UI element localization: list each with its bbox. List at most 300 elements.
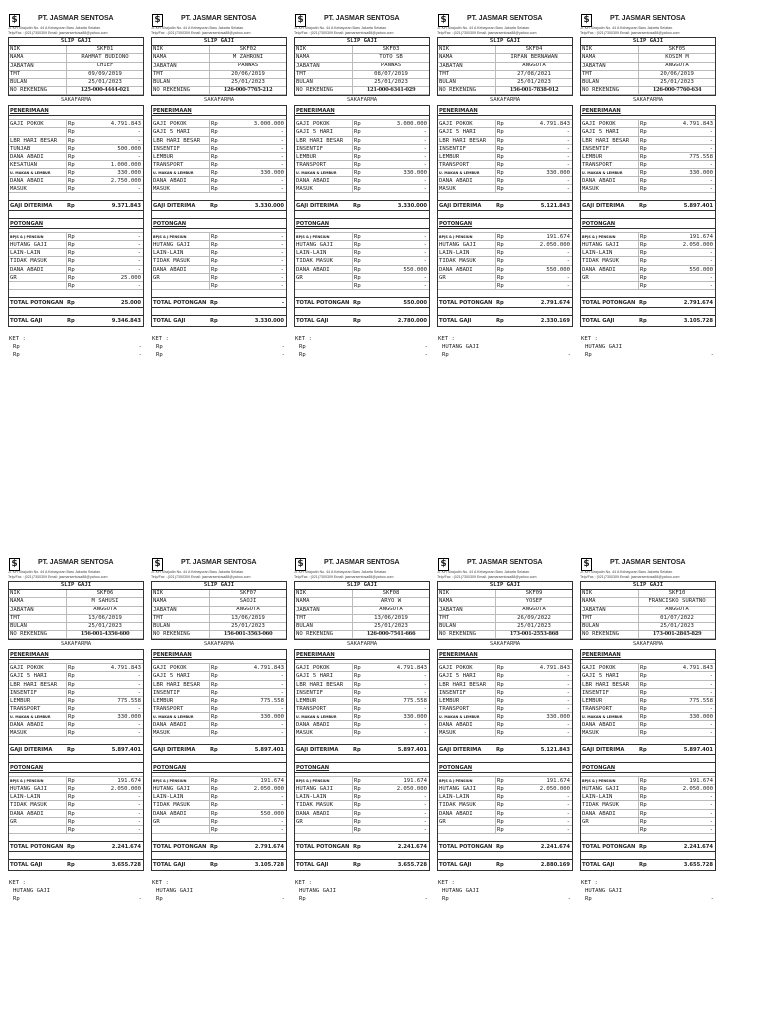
penerimaan-item-label: TRANSPORT [581, 705, 639, 712]
total-potongan-value: 2.791.674 [254, 843, 284, 850]
penerimaan-item-amount: - [280, 161, 284, 168]
currency: Rp [640, 721, 647, 728]
penerimaan-item [9, 681, 143, 689]
slip-title: SLIP GAJI [152, 38, 286, 46]
currency: Rp [68, 121, 75, 128]
currency: Rp [68, 153, 75, 160]
penerimaan-list [9, 664, 143, 737]
currency: Rp [639, 747, 647, 754]
penerimaan-item [152, 672, 286, 680]
nik-row [152, 590, 286, 598]
currency: Rp [210, 203, 218, 210]
notes [580, 335, 716, 359]
penerimaan-item-label: LBR HARI BESAR [9, 681, 67, 688]
potongan-item-amount: 2.050.000 [396, 786, 427, 793]
potongan-item-label: BPJS & J PENSIUN [581, 233, 639, 240]
penerimaan-item-label: INSENTIF [152, 689, 210, 696]
currency: Rp [68, 234, 75, 241]
jabatan-label: JABATAN [581, 607, 639, 614]
rekening-label: NO REKENING [295, 631, 353, 638]
penerimaan-item-label: GAJI POKOK [152, 664, 210, 671]
penerimaan-item [295, 689, 429, 697]
payslip-skf09 [437, 556, 573, 903]
potongan-item [152, 249, 286, 257]
slip-title: SLIP GAJI [438, 38, 572, 46]
rekening-row [295, 631, 429, 639]
total-gaji-label: TOTAL GAJI [439, 317, 472, 324]
currency: Rp [211, 826, 218, 833]
potongan-item-amount: - [280, 282, 284, 289]
currency: Rp [497, 681, 504, 688]
total-gaji-value: 2.880.169 [540, 861, 570, 868]
bulan-label: BULAN [438, 623, 496, 630]
tmt-row [295, 71, 429, 79]
nama-label: NAMA [295, 598, 353, 605]
spacer [152, 308, 286, 316]
gaji-diterima-row [295, 745, 429, 755]
gaji-diterima-value: 5.897.401 [683, 203, 713, 210]
note-line [438, 351, 573, 359]
potongan-item-label: BPJS & J PENSIUN [295, 233, 353, 240]
potongan-item [438, 810, 572, 818]
currency: Rp [640, 153, 647, 160]
penerimaan-item [9, 153, 143, 161]
total-potongan-row [152, 842, 286, 852]
potongan-item-label: TIDAK MASUK [581, 257, 639, 264]
potongan-item-amount: - [709, 274, 713, 281]
jabatan-value: ANGGOTA [236, 606, 260, 613]
notes [294, 335, 430, 359]
currency: Rp [497, 802, 504, 809]
penerimaan-item-amount: 4.791.843 [253, 665, 284, 672]
currency: Rp [354, 242, 361, 249]
nik-value: SKF07 [239, 590, 257, 596]
currency: Rp [211, 665, 218, 672]
penerimaan-item [438, 664, 572, 672]
note-label: Rp [13, 895, 20, 902]
potongan-item [9, 257, 143, 265]
rekening-row [9, 87, 143, 95]
penerimaan-item-label: LEMBUR [438, 697, 496, 704]
potongan-item-amount: - [137, 242, 141, 249]
total-gaji-row [9, 860, 143, 870]
currency: Rp [68, 137, 75, 144]
potongan-item-label: LAIN-LAIN [438, 793, 496, 800]
nama-row [438, 598, 572, 606]
currency: Rp [211, 250, 218, 257]
penerimaan-item-label: MASUK [9, 729, 67, 736]
currency: Rp [354, 274, 361, 281]
gaji-diterima-row [152, 201, 286, 211]
potongan-item [152, 777, 286, 785]
company-contact: Telp/Fax : (021)7300309 Email: jasmarsentosa88@yahoo.com [437, 31, 537, 35]
penerimaan-item-label: MASUK [295, 185, 353, 192]
potongan-item [9, 785, 143, 793]
penerimaan-list [295, 120, 429, 193]
penerimaan-item [581, 185, 715, 193]
potongan-item [295, 826, 429, 834]
currency: Rp [68, 242, 75, 249]
penerimaan-item [295, 185, 429, 193]
note-label: Rp [585, 351, 592, 358]
potongan-item [438, 233, 572, 241]
note-line [295, 343, 430, 351]
tmt-value: 20/06/2019 [660, 70, 694, 77]
penerimaan-item-label: DANA ABADI [438, 721, 496, 728]
company-header [151, 556, 287, 578]
currency: Rp [497, 129, 504, 136]
company-contact: Telp/Fax : (021)7300309 Email: jasmarsentosa88@yahoo.com [151, 575, 251, 579]
rekening-label: NO REKENING [9, 87, 67, 94]
currency: Rp [210, 843, 218, 850]
currency: Rp [497, 826, 504, 833]
penerimaan-item [438, 689, 572, 697]
potongan-item-label: GR [152, 274, 210, 281]
penerimaan-item [295, 721, 429, 729]
currency: Rp [354, 730, 361, 737]
potongan-list [438, 233, 572, 290]
potongan-item-label: GR [295, 274, 353, 281]
penerimaan-list [152, 664, 286, 737]
note-value: - [567, 895, 571, 902]
potongan-item-amount: - [709, 810, 713, 817]
currency: Rp [68, 697, 75, 704]
gaji-diterima-row [438, 201, 572, 211]
company-address: Jl. KH Sirajudin No. 44 A Kebayoran Baru Jakarta Selatan. [437, 26, 531, 30]
potongan-item-label [9, 826, 67, 833]
tmt-value: 13/06/2019 [231, 614, 265, 621]
penerimaan-item-amount: - [709, 689, 713, 696]
nik-value: SKF09 [525, 590, 543, 596]
organization-name: SAKAFARMA [60, 97, 92, 104]
salary-breakdown [8, 649, 144, 871]
currency: Rp [353, 299, 361, 306]
potongan-item-amount: - [280, 234, 284, 241]
potongan-item-label: TIDAK MASUK [581, 801, 639, 808]
currency: Rp [640, 713, 647, 720]
penerimaan-item-label: U. MAKAN & LEMBUR [295, 713, 353, 720]
total-potongan-value: 25.000 [120, 299, 141, 306]
penerimaan-item-label: TUNJAB [9, 145, 67, 152]
nama-value: RAHMAT BUDIONO [81, 54, 129, 61]
company-contact: Telp/Fax : (021)7300309 Email: jasmarsentosa88@yahoo.com [437, 575, 537, 579]
potongan-item-amount: - [566, 282, 570, 289]
potongan-item [295, 793, 429, 801]
penerimaan-item-amount: - [566, 137, 570, 144]
penerimaan-item-label: GAJI POKOK [438, 120, 496, 127]
currency: Rp [640, 274, 647, 281]
penerimaan-item-amount: - [709, 673, 713, 680]
payslip-skf02 [151, 12, 287, 359]
potongan-item-label: GR [581, 274, 639, 281]
notes [437, 879, 573, 903]
currency: Rp [497, 818, 504, 825]
penerimaan-item-label: MASUK [152, 729, 210, 736]
note-label: HUTANG GAJI [299, 887, 337, 894]
penerimaan-item-amount: 330.000 [117, 713, 141, 720]
company-address: Jl. KH Sirajudin No. 44 A Kebayoran Baru Jakarta Selatan. [294, 570, 388, 574]
currency: Rp [497, 169, 504, 176]
penerimaan-item [152, 153, 286, 161]
penerimaan-item [9, 177, 143, 185]
dollar-logo-icon: $ [295, 14, 306, 27]
penerimaan-item [152, 689, 286, 697]
penerimaan-item [9, 664, 143, 672]
tmt-label: TMT [581, 71, 639, 78]
potongan-item-label: GR [9, 274, 67, 281]
penerimaan-item [152, 177, 286, 185]
penerimaan-item [581, 713, 715, 721]
penerimaan-item-amount: - [566, 186, 570, 193]
gaji-diterima-label: GAJI DITERIMA [296, 747, 339, 754]
potongan-item [438, 257, 572, 265]
notes [151, 879, 287, 903]
currency: Rp [640, 818, 647, 825]
potongan-item [152, 801, 286, 809]
currency: Rp [354, 826, 361, 833]
currency: Rp [68, 145, 75, 152]
total-gaji-value: 3.330.000 [254, 317, 284, 324]
employee-info-table [294, 581, 430, 640]
penerimaan-item [295, 729, 429, 737]
potongan-item-amount: 550.000 [546, 266, 570, 273]
penerimaan-item-label: TRANSPORT [581, 161, 639, 168]
potongan-item [438, 249, 572, 257]
potongan-item-label: TIDAK MASUK [438, 257, 496, 264]
penerimaan-item-amount: 775.558 [689, 153, 713, 160]
penerimaan-item-label: U. MAKAN & LEMBUR [438, 169, 496, 176]
potongan-item [295, 785, 429, 793]
currency: Rp [497, 705, 504, 712]
note-label: Rp [156, 343, 163, 350]
penerimaan-item [152, 697, 286, 705]
potongan-item-amount: 2.050.000 [682, 786, 713, 793]
currency: Rp [353, 203, 361, 210]
gaji-diterima-value: 5.897.401 [254, 747, 284, 754]
currency: Rp [210, 299, 218, 306]
potongan-item-amount: 550.000 [403, 266, 427, 273]
currency: Rp [354, 713, 361, 720]
currency: Rp [211, 129, 218, 136]
penerimaan-item-amount: - [709, 129, 713, 136]
note-line [581, 887, 716, 895]
penerimaan-item-label: GAJI POKOK [581, 664, 639, 671]
penerimaan-item [152, 664, 286, 672]
potongan-item [9, 274, 143, 282]
potongan-item [581, 257, 715, 265]
dollar-logo-icon: $ [438, 558, 449, 571]
potongan-list [438, 777, 572, 834]
potongan-item-amount: - [566, 802, 570, 809]
potongan-item-amount: - [423, 802, 427, 809]
total-gaji-value: 2.780.000 [397, 317, 427, 324]
penerimaan-item-amount: - [137, 673, 141, 680]
nama-row [581, 54, 715, 62]
penerimaan-item-label: LEMBUR [581, 153, 639, 160]
spacer [438, 852, 572, 860]
penerimaan-item-label: TRANSPORT [295, 705, 353, 712]
nik-row [295, 590, 429, 598]
potongan-item-label: HUTANG GAJI [438, 241, 496, 248]
rekening-row [152, 631, 286, 639]
gaji-diterima-label: GAJI DITERIMA [10, 203, 53, 210]
penerimaan-item-label: TRANSPORT [295, 161, 353, 168]
potongan-item-amount: - [280, 266, 284, 273]
bulan-label: BULAN [581, 623, 639, 630]
currency: Rp [354, 161, 361, 168]
potongan-item-label: GR [438, 274, 496, 281]
potongan-item-label: DANA ABADI [9, 266, 67, 273]
gaji-diterima-label: GAJI DITERIMA [439, 203, 482, 210]
penerimaan-list [438, 120, 572, 193]
penerimaan-item-label: INSENTIF [9, 689, 67, 696]
company-address: Jl. KH Sirajudin No. 44 A Kebayoran Baru Jakarta Selatan. [151, 26, 245, 30]
currency: Rp [354, 137, 361, 144]
currency: Rp [497, 186, 504, 193]
currency: Rp [211, 786, 218, 793]
currency: Rp [210, 861, 218, 868]
payslip-skf05 [580, 12, 716, 359]
spacer [438, 308, 572, 316]
potongan-item [152, 257, 286, 265]
total-gaji-label: TOTAL GAJI [296, 317, 329, 324]
total-potongan-label: TOTAL POTONGAN [296, 299, 350, 306]
penerimaan-item-amount: - [423, 161, 427, 168]
currency: Rp [211, 778, 218, 785]
total-potongan-value: 550.000 [403, 299, 427, 306]
note-label: HUTANG GAJI [442, 343, 480, 350]
penerimaan-item-amount: 4.791.843 [110, 665, 141, 672]
tmt-value: 08/07/2019 [374, 70, 408, 77]
potongan-item-amount: - [137, 794, 141, 801]
company-header [8, 12, 144, 34]
currency: Rp [211, 282, 218, 289]
penerimaan-item-amount: - [137, 681, 141, 688]
penerimaan-item-label: U. MAKAN & LEMBUR [295, 169, 353, 176]
currency: Rp [210, 747, 218, 754]
spacer [438, 211, 572, 219]
currency: Rp [68, 818, 75, 825]
currency: Rp [496, 299, 504, 306]
ket-label: KET : [438, 335, 455, 342]
penerimaan-item [152, 169, 286, 177]
nama-label: NAMA [9, 598, 67, 605]
bulan-label: BULAN [295, 623, 353, 630]
rekening-value: 121-000-6341-029 [366, 87, 416, 93]
nama-row [152, 598, 286, 606]
currency: Rp [354, 810, 361, 817]
potongan-item-amount: - [423, 794, 427, 801]
currency: Rp [68, 810, 75, 817]
potongan-item-label: HUTANG GAJI [9, 241, 67, 248]
total-gaji-row [295, 860, 429, 870]
potongan-item-amount: - [137, 802, 141, 809]
company-name: PT. JASMAR SENTOSA [324, 559, 400, 566]
penerimaan-item-amount: - [280, 177, 284, 184]
penerimaan-item [295, 128, 429, 136]
potongan-item [295, 266, 429, 274]
company-address: Jl. KH Sirajudin No. 44 A Kebayoran Baru Jakarta Selatan. [8, 26, 102, 30]
jabatan-value: PANWAS [380, 62, 402, 69]
currency: Rp [497, 177, 504, 184]
nama-value: TOTO SB [379, 54, 403, 61]
potongan-item [295, 282, 429, 290]
potongan-item [295, 818, 429, 826]
currency: Rp [211, 713, 218, 720]
potongan-item [295, 249, 429, 257]
rekening-label: NO REKENING [581, 631, 639, 638]
ket-label: KET : [152, 335, 169, 342]
jabatan-value: ANGGOTA [665, 606, 689, 613]
penerimaan-item-label: GAJI 5 HARI [438, 672, 496, 679]
potongan-item-amount: 2.050.000 [110, 786, 141, 793]
jabatan-value: ANGGOTA [522, 606, 546, 613]
total-gaji-row [581, 316, 715, 326]
penerimaan-item-amount: 330.000 [546, 169, 570, 176]
notes [437, 335, 573, 359]
penerimaan-item-label: GAJI 5 HARI [152, 672, 210, 679]
potongan-heading: POTONGAN [295, 763, 429, 773]
company-header [294, 556, 430, 578]
notes [294, 879, 430, 903]
penerimaan-heading: PENERIMAAN [9, 106, 143, 116]
penerimaan-item-label: INSENTIF [581, 145, 639, 152]
spacer [438, 755, 572, 763]
penerimaan-item [581, 664, 715, 672]
currency: Rp [496, 203, 504, 210]
potongan-heading: POTONGAN [9, 219, 143, 229]
spacer [295, 211, 429, 219]
note-line [295, 887, 430, 895]
currency: Rp [67, 317, 75, 324]
currency: Rp [354, 689, 361, 696]
currency: Rp [640, 234, 647, 241]
penerimaan-item [438, 713, 572, 721]
currency: Rp [354, 153, 361, 160]
potongan-item [295, 810, 429, 818]
total-gaji-label: TOTAL GAJI [153, 317, 186, 324]
potongan-item-label: HUTANG GAJI [438, 785, 496, 792]
nama-row [152, 54, 286, 62]
bulan-label: BULAN [9, 623, 67, 630]
slip-title: SLIP GAJI [9, 38, 143, 46]
total-gaji-row [9, 316, 143, 326]
potongan-item-amount: - [566, 274, 570, 281]
nik-row [9, 46, 143, 54]
dollar-logo-icon: $ [152, 14, 163, 27]
penerimaan-item [295, 145, 429, 153]
nama-row [9, 54, 143, 62]
dollar-logo-icon: $ [9, 558, 20, 571]
potongan-item-label: BPJS & J PENSIUN [9, 777, 67, 784]
ket-label: KET : [9, 335, 26, 342]
notes [580, 879, 716, 903]
potongan-item [9, 233, 143, 241]
penerimaan-item [152, 128, 286, 136]
penerimaan-item-amount: 4.791.843 [539, 665, 570, 672]
gaji-diterima-label: GAJI DITERIMA [439, 747, 482, 754]
penerimaan-item-amount: - [137, 153, 141, 160]
currency: Rp [354, 177, 361, 184]
currency: Rp [640, 282, 647, 289]
potongan-item-amount: 550.000 [260, 810, 284, 817]
potongan-item-label: DANA ABADI [438, 266, 496, 273]
potongan-item [9, 777, 143, 785]
note-line [581, 343, 716, 351]
currency: Rp [640, 778, 647, 785]
potongan-item-label [152, 282, 210, 289]
rekening-label: NO REKENING [152, 631, 210, 638]
